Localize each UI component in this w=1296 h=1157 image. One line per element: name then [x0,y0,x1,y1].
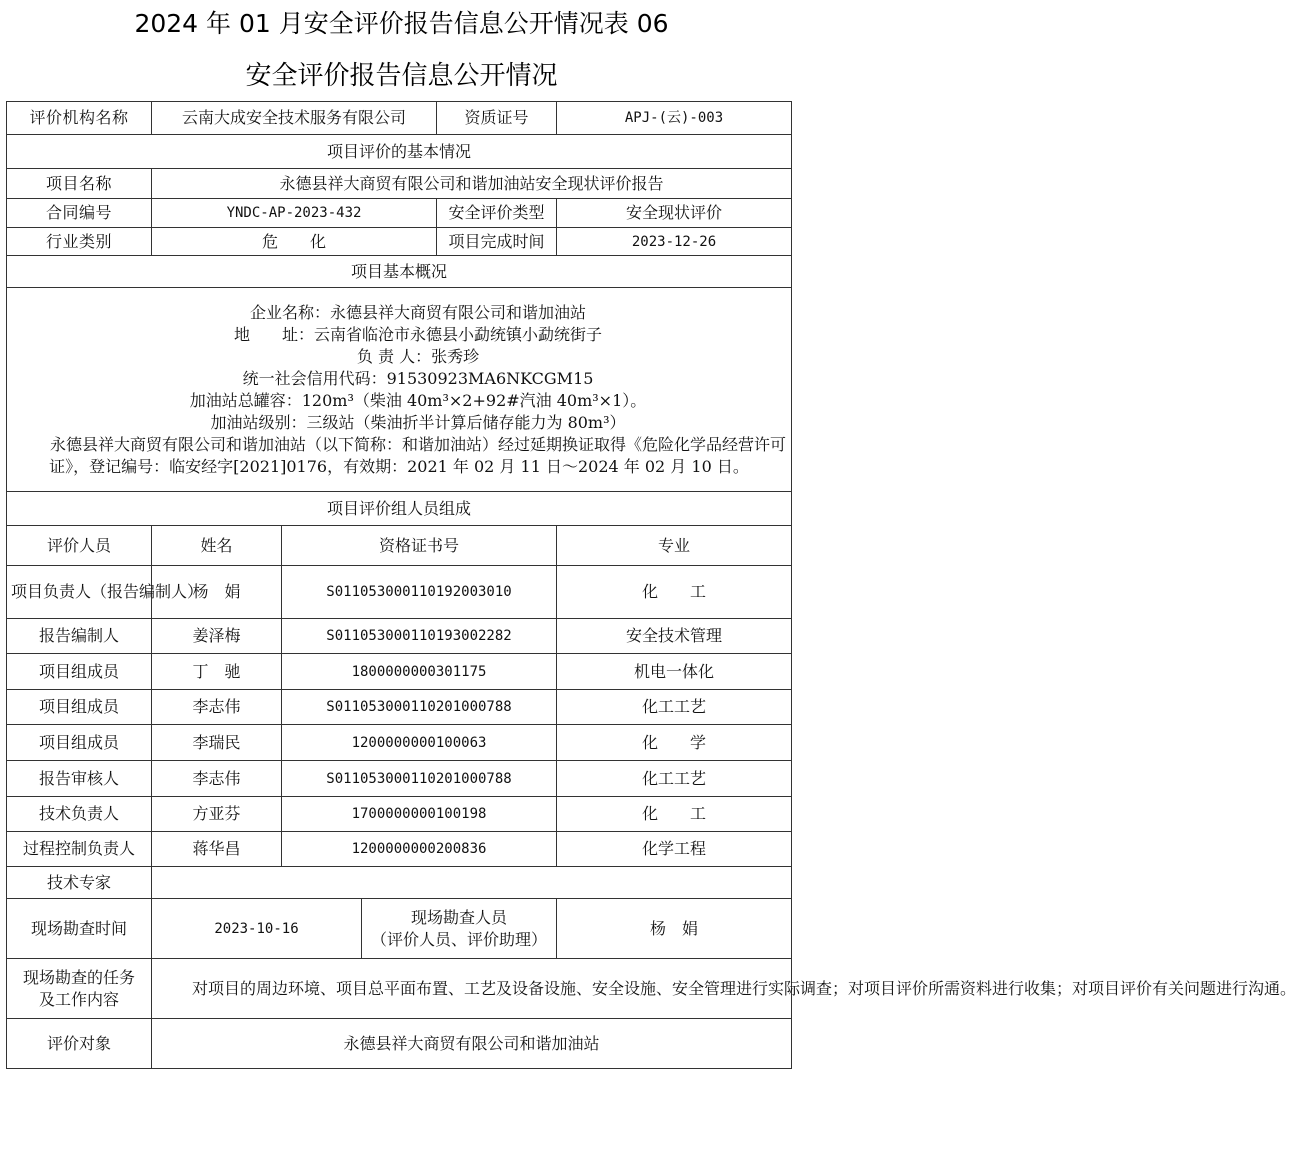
team-header-cert: 资格证书号 [282,526,557,566]
contract-label: 合同编号 [7,199,152,228]
survey-time-label: 现场勘查时间 [7,899,152,959]
survey-staff-label [362,899,557,959]
industry-row [7,228,792,256]
table-row [7,761,792,797]
team-major: 化工工艺 [557,690,792,725]
table-row [7,725,792,761]
table-row [7,690,792,725]
team-header-major: 专业 [557,526,792,566]
survey-task-content [152,959,1296,1019]
org-value: 云南大成安全技术服务有限公司 [152,102,437,135]
overview-line: 企业名称：永德县祥大商贸有限公司和谐加油站 [250,302,587,322]
team-name: 李瑞民 [152,725,282,761]
team-name: 李志伟 [152,761,282,797]
team-cert: S011053000110201000788 [282,761,557,797]
document-subtitle: 安全评价报告信息公开情况 [245,61,558,91]
finish-value: 2023-12-26 [557,228,792,256]
overview-paragraph: 永德县祥大商贸有限公司和谐加油站（以下简称：和谐加油站）经过延期换证取得《危险化学品经营许可证》，登记编号：临安经字[2021]0176，有效期：2021 年 02 月 11 日～2024 年 02 月 10 日。 [49,434,787,476]
survey-staff-label-line1: 现场勘查人员 [410,907,507,927]
org-row [7,102,792,135]
team-role: 报告审核人 [7,761,152,797]
team-cert: S011053000110201000788 [282,690,557,725]
team-major: 化工工艺 [557,761,792,797]
eval-object-value: 永德县祥大商贸有限公司和谐加油站 [152,1019,792,1069]
table-row [7,566,792,619]
survey-task-label [7,959,152,1019]
team-major: 化 工 [557,566,792,619]
team-role: 项目组成员 [7,725,152,761]
org-label: 评价机构名称 [7,102,152,135]
table-row [7,619,792,654]
team-major: 化 学 [557,725,792,761]
finish-label: 项目完成时间 [437,228,557,256]
project-name-row [7,169,792,199]
team-name: 李志伟 [152,690,282,725]
team-role: 报告编制人 [7,619,152,654]
team-cert: S011053000110192003010 [282,566,557,619]
eval-type-value: 安全现状评价 [557,199,792,228]
survey-task-label-line2: 及工作内容 [38,989,119,1009]
cert-label: 资质证号 [437,102,557,135]
survey-task-text: 对项目的周边环境、项目总平面布置、工艺及设备设施、安全设施、安全管理进行实际调查；对项目评价所需资料进行收集；对项目评价有关问题进行沟通。 [192,978,1296,998]
eval-object-row [7,1019,792,1069]
eval-type-label: 安全评价类型 [437,199,557,228]
team-role: 项目组成员 [7,654,152,690]
team-major: 化 工 [557,797,792,832]
team-cert: 1200000000100063 [282,725,557,761]
section-basic-title: 项目评价的基本情况 [7,135,792,169]
disclosure-table [6,101,1296,1069]
team-major: 安全技术管理 [557,619,792,654]
expert-label: 技术专家 [7,867,152,899]
team-name: 丁 驰 [152,654,282,690]
expert-value [152,867,792,899]
overview-line: 加油站总罐容：120m³（柴油 40m³×2+92#汽油 40m³×1）。 [189,390,647,410]
team-role: 技术负责人 [7,797,152,832]
survey-task-label-line1: 现场勘查的任务 [22,967,135,987]
table-row [7,654,792,690]
expert-row [7,867,792,899]
overview-line: 地 址：云南省临沧市永德县小勐统镇小勐统街子 [234,324,603,344]
section-overview-title: 项目基本概况 [7,256,792,288]
team-cert: S011053000110193002282 [282,619,557,654]
document-title: 2024 年 01 月安全评价报告信息公开情况表 06 [134,9,669,38]
table-row [7,832,792,867]
contract-value: YNDC-AP-2023-432 [152,199,437,228]
survey-staff-label-line2: （评价人员、评价助理） [370,929,547,949]
team-major: 机电一体化 [557,654,792,690]
industry-label: 行业类别 [7,228,152,256]
survey-row [7,899,792,959]
overview-line: 统一社会信用代码：91530923MA6NKCGM15 [242,368,594,388]
team-name: 方亚芬 [152,797,282,832]
survey-task-row [7,959,792,1019]
survey-staff-value: 杨 娟 [557,899,792,959]
overview-line: 加油站级别：三级站（柴油折半计算后储存能力为 80m³） [210,412,626,432]
team-cert: 1800000000301175 [282,654,557,690]
overview-content [7,288,792,492]
section-team-title: 项目评价组人员组成 [7,492,792,526]
team-role: 项目负责人（报告编制人） [7,566,152,619]
survey-time-value: 2023-10-16 [152,899,362,959]
team-name: 杨 娟 [152,566,282,619]
team-major: 化学工程 [557,832,792,867]
industry-value: 危 化 [152,228,437,256]
project-name-value: 永德县祥大商贸有限公司和谐加油站安全现状评价报告 [152,169,792,199]
contract-row [7,199,792,228]
team-name: 姜泽梅 [152,619,282,654]
team-header-role: 评价人员 [7,526,152,566]
project-name-label: 项目名称 [7,169,152,199]
team-role: 项目组成员 [7,690,152,725]
team-name: 蒋华昌 [152,832,282,867]
team-header-name: 姓名 [152,526,282,566]
overview-line: 负 责 人：张秀珍 [356,346,480,366]
team-cert: 1700000000100198 [282,797,557,832]
team-header-row [7,526,792,566]
cert-value: APJ-(云)-003 [557,102,792,135]
team-role: 过程控制负责人 [7,832,152,867]
table-row [7,797,792,832]
team-cert: 1200000000200836 [282,832,557,867]
eval-object-label: 评价对象 [7,1019,152,1069]
